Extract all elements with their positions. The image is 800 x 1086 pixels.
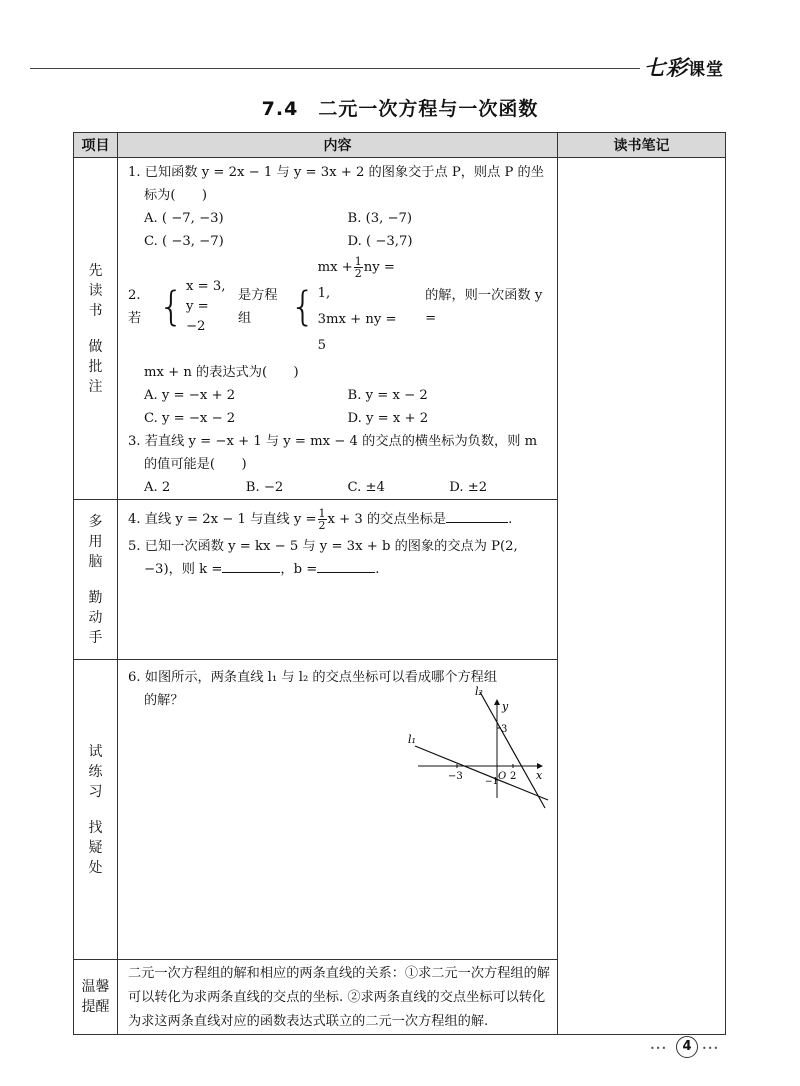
section-read-annotate	[74, 158, 726, 500]
label-origin: O	[498, 771, 507, 782]
line-l1	[415, 746, 548, 800]
header-item: 项目	[74, 133, 118, 158]
tick-label-neg3: −3	[448, 771, 463, 782]
question-3-options: A. 2 B. −2 C. ±4 D. ±2	[144, 480, 488, 495]
line-l2	[480, 692, 545, 808]
question-3: 3. 若直线 y = −x + 1 与 y = mx − 4 的交点的横坐标为负数，则 m 的值可能是( )	[128, 434, 538, 472]
page-number-badge: ••• 4 •••	[642, 1036, 728, 1058]
question-1-options: A. ( −7, −3) B. (3, −7) C. ( −3, −7) D. ( −3,7)	[144, 211, 413, 249]
section-label-2: 多 用 脑 勤 动 手	[74, 500, 118, 660]
answer-blank-b[interactable]	[317, 558, 375, 573]
label-y: y	[502, 700, 509, 713]
question-5: 5. 已知一次函数 y = kx − 5 与 y = 3x + b 的图象的交点为 P(2, −3)，则 k = ，b = .	[128, 539, 518, 577]
brand-logo: 七彩课堂	[640, 52, 728, 82]
header-rule	[30, 68, 725, 69]
label-l1: l₁	[408, 733, 416, 746]
label-x: x	[536, 769, 543, 782]
header-content: 内容	[118, 133, 558, 158]
answer-blank-k[interactable]	[222, 558, 280, 573]
question-1: 1. 已知函数 y = 2x − 1 与 y = 3x + 2 的图象交于点 P，则点 P 的坐 标为( )	[128, 165, 544, 203]
section-content-2	[118, 500, 558, 660]
question-4: 4. 直线 y = 2x − 1 与直线 y = $\frac{1}{2}$ x + 3 的交点坐标是 .	[128, 507, 513, 532]
notes-cell	[558, 158, 726, 1035]
question-2: 2. 若 { x = 3, y = −2 是方程组 { mx + $\frac{1}{2}$ ny = 1, 3mx + ny = 5 的解，则一次函数 y =	[128, 255, 543, 353]
table-header-row	[74, 133, 726, 158]
question-2-line2: mx + n 的表达式为( )	[144, 365, 299, 380]
tip-text: 二元一次方程组的解和相应的两条直线的关系：①求二元一次方程组的解可以转化为求两条直线的交点的坐标. ②求两条直线的交点坐标可以转化为求这两条直线对应的函数表达式联立的二元一次方程组的解.	[118, 960, 558, 1035]
page-title: 7.4 二元一次方程与一次函数	[261, 98, 539, 120]
line-graph-figure	[410, 686, 555, 816]
tick-label-2: 2	[510, 771, 517, 782]
section-label-3: 试 练 习 找 疑 处	[74, 660, 118, 960]
worksheet-table	[73, 132, 726, 1035]
page-number: 4	[676, 1036, 698, 1058]
section-label-4: 温馨 提醒	[74, 960, 118, 1035]
tick-label-3: 3	[501, 724, 508, 735]
section-content-1	[118, 158, 558, 500]
question-2-options: A. y = −x + 2 B. y = x − 2 C. y = −x − 2 D. y = x + 2	[144, 388, 429, 426]
header-notes: 读书笔记	[558, 133, 726, 158]
label-l2: l₂	[475, 685, 483, 698]
question-6: 6. 如图所示，两条直线 l₁ 与 l₂ 的交点坐标可以看成哪个方程组 的解？	[128, 670, 498, 708]
tick-label-neg1: −1	[485, 777, 499, 787]
answer-blank[interactable]	[446, 508, 508, 523]
section-label-1: 先 读 书 做 批 注	[74, 158, 118, 500]
